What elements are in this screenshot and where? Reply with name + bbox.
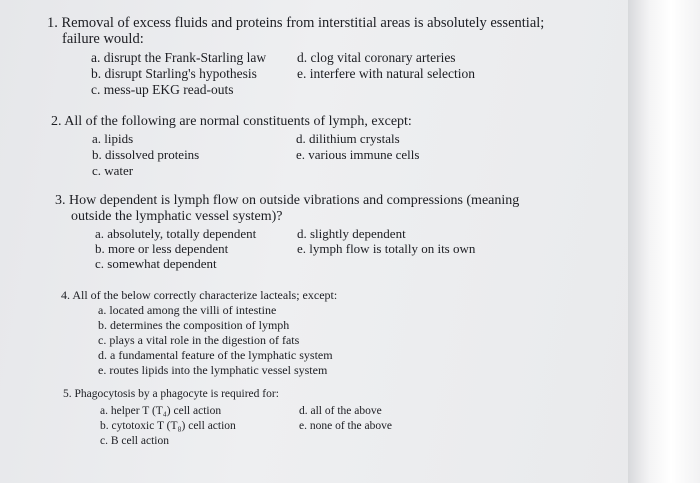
question-4 [61, 288, 338, 377]
question-2-option-d: d. dilithium crystals [296, 131, 400, 146]
question-4-option-e: e. routes lipids into the lymphatic vessel system [98, 362, 328, 377]
question-4-option-b: b. determines the composition of lymph [98, 317, 290, 332]
question-2-option-c: c. water [92, 163, 134, 178]
question-4-option-d: d. a fundamental feature of the lymphatic system [98, 347, 333, 362]
question-3-option-d: d. slightly dependent [297, 226, 406, 241]
question-3-option-e: e. lymph flow is totally on its own [297, 241, 476, 256]
page-edge-background [628, 0, 700, 483]
question-1 [47, 15, 545, 97]
question-4-option-a: a. located among the villi of intestine [98, 302, 277, 317]
question-1-option-c: c. mess-up EKG read-outs [91, 82, 234, 97]
question-3-option-a: a. absolutely, totally dependent [95, 226, 257, 241]
question-1-option-e: e. interfere with natural selection [297, 66, 476, 81]
question-2-option-e: e. various immune cells [296, 147, 420, 162]
question-4-stem-line-1: 4. All of the below correctly characterize lacteals; except: [61, 288, 338, 302]
question-3-option-c: c. somewhat dependent [95, 256, 217, 271]
question-1-option-b: b. disrupt Starling's hypothesis [91, 66, 257, 81]
question-3-stem-line-1: 3. How dependent is lymph flow on outside vibrations and compressions (meaning [55, 193, 520, 208]
question-3-stem-line-2: outside the lymphatic vessel system)? [71, 209, 283, 224]
question-5-option-e: e. none of the above [299, 419, 392, 432]
question-2-option-b: b. dissolved proteins [92, 147, 200, 162]
question-5-option-a: a. helper T (T₄) cell action [100, 404, 222, 417]
question-5-stem-line-1: 5. Phagocytosis by a phagocyte is required for: [63, 388, 279, 400]
question-1-option-d: d. clog vital coronary arteries [297, 50, 456, 65]
question-3-option-b: b. more or less dependent [95, 241, 229, 256]
question-2-option-a: a. lipids [92, 131, 134, 146]
question-5-option-c: c. B cell action [100, 434, 169, 447]
question-1-option-a: a. disrupt the Frank-Starling law [91, 50, 267, 65]
question-1-stem-line-2: failure would: [62, 31, 144, 47]
question-4-option-c: c. plays a vital role in the digestion of fats [98, 332, 300, 347]
question-2 [51, 114, 420, 178]
question-5-option-d: d. all of the above [299, 404, 382, 417]
question-1-stem-line-1: 1. Removal of excess fluids and proteins from interstitial areas is absolutely essential; [47, 15, 545, 31]
question-5 [63, 387, 392, 447]
question-2-stem-line-1: 2. All of the following are normal constituents of lymph, except: [51, 114, 412, 129]
question-5-option-b: b. cytotoxic T (T₈) cell action [100, 419, 236, 432]
question-3 [55, 193, 520, 271]
